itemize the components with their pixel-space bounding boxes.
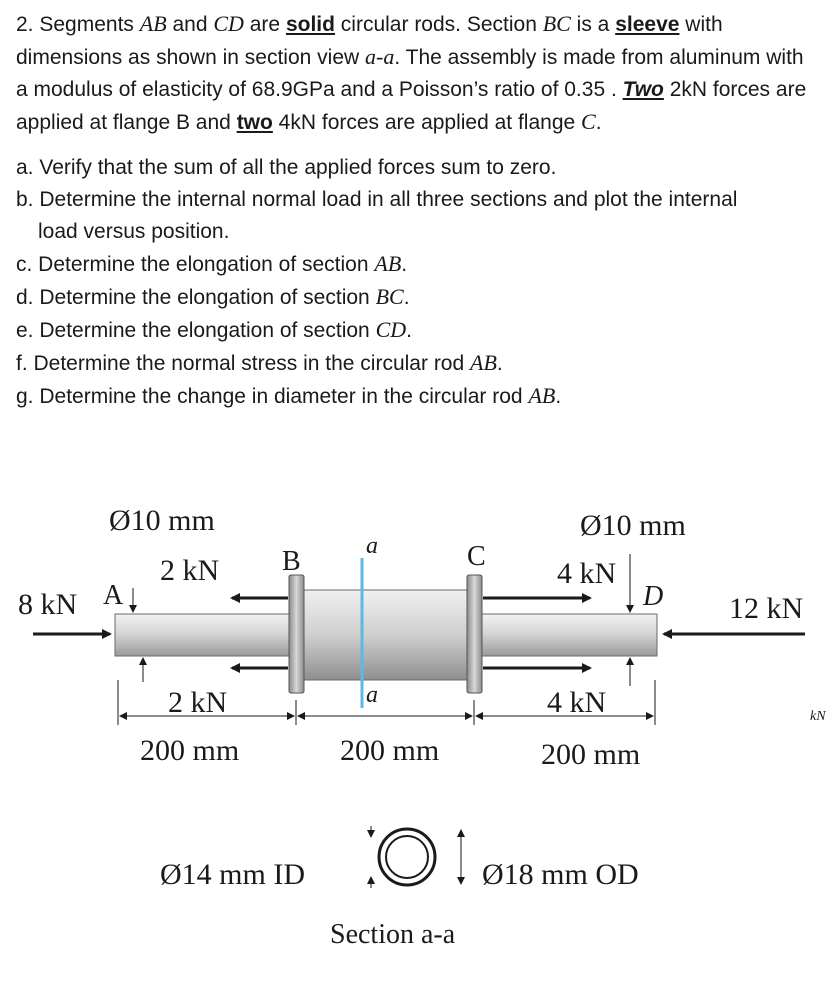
force-d-label: 12 kN xyxy=(729,592,804,625)
rod-cd xyxy=(482,614,657,656)
flange-b xyxy=(289,575,304,693)
part-f: f. Determine the normal stress in the circular rod AB. xyxy=(16,350,503,375)
point-a-label: A xyxy=(103,580,124,611)
dia-left-label: Ø10 mm xyxy=(109,504,215,537)
force-c-top-label: 4 kN xyxy=(557,557,617,590)
var-bc: BC xyxy=(542,11,571,36)
problem-number: 2. xyxy=(16,13,34,36)
problem-statement: 2. Segments AB and CD are solid circular rods. Section BC is a sleeve with dimensions as shown in section view a-a. The assembly is made from aluminum with a modulus of elasticity of 68.9GPa and a Poisson’s ratio of 0.35 . Two 2kN forces are applied at flange B and two 4kN forces are applied at flange C. xyxy=(16,11,807,134)
section-a-top-label: a xyxy=(366,533,378,559)
part-g: g. Determine the change in diameter in the circular rod AB. xyxy=(16,383,562,408)
flange-c xyxy=(467,575,482,693)
force-b-top-label: 2 kN xyxy=(160,554,220,587)
rod-ab xyxy=(115,614,290,656)
var-c: C xyxy=(581,109,596,134)
part-d: d. Determine the elongation of section BC. xyxy=(16,284,410,309)
force-c-bottom-label: 4 kN xyxy=(547,686,607,719)
point-d-label: D xyxy=(643,581,664,612)
emph-two-2: two xyxy=(236,111,273,134)
var-ab: AB xyxy=(139,11,167,36)
section-title: Section a-a xyxy=(330,919,456,950)
emph-sleeve: sleeve xyxy=(615,13,680,36)
section-id-label: Ø14 mm ID xyxy=(160,858,305,891)
force-b-bottom-label: 2 kN xyxy=(168,686,228,719)
emph-solid: solid xyxy=(285,13,335,36)
var-cd: CD xyxy=(213,11,244,36)
part-b: b. Determine the internal normal load in all three sections and plot the internal xyxy=(16,188,738,211)
force-a-label: 8 kN xyxy=(18,588,78,621)
sleeve-bc xyxy=(303,590,468,680)
dia-right-label: Ø10 mm xyxy=(580,509,686,542)
section-od-label: Ø18 mm OD xyxy=(482,858,639,891)
var-aa: a-a xyxy=(365,44,395,69)
part-c: c. Determine the elongation of section AB. xyxy=(16,251,408,276)
point-c-label: C xyxy=(467,541,486,572)
emph-two-1: Two xyxy=(622,78,664,101)
length-bc-label: 200 mm xyxy=(340,734,440,767)
part-a: a. Verify that the sum of all the applied forces sum to zero. xyxy=(16,156,557,179)
part-e: e. Determine the elongation of section CD. xyxy=(16,317,412,342)
section-inner-circle xyxy=(386,836,428,878)
point-b-label: B xyxy=(282,546,301,577)
length-ab-label: 200 mm xyxy=(140,734,240,767)
edge-fragment: kN xyxy=(810,709,826,724)
section-a-bottom-label: a xyxy=(366,682,378,708)
part-b-continued: load versus position. xyxy=(38,220,230,243)
length-cd-label: 200 mm xyxy=(541,738,641,771)
